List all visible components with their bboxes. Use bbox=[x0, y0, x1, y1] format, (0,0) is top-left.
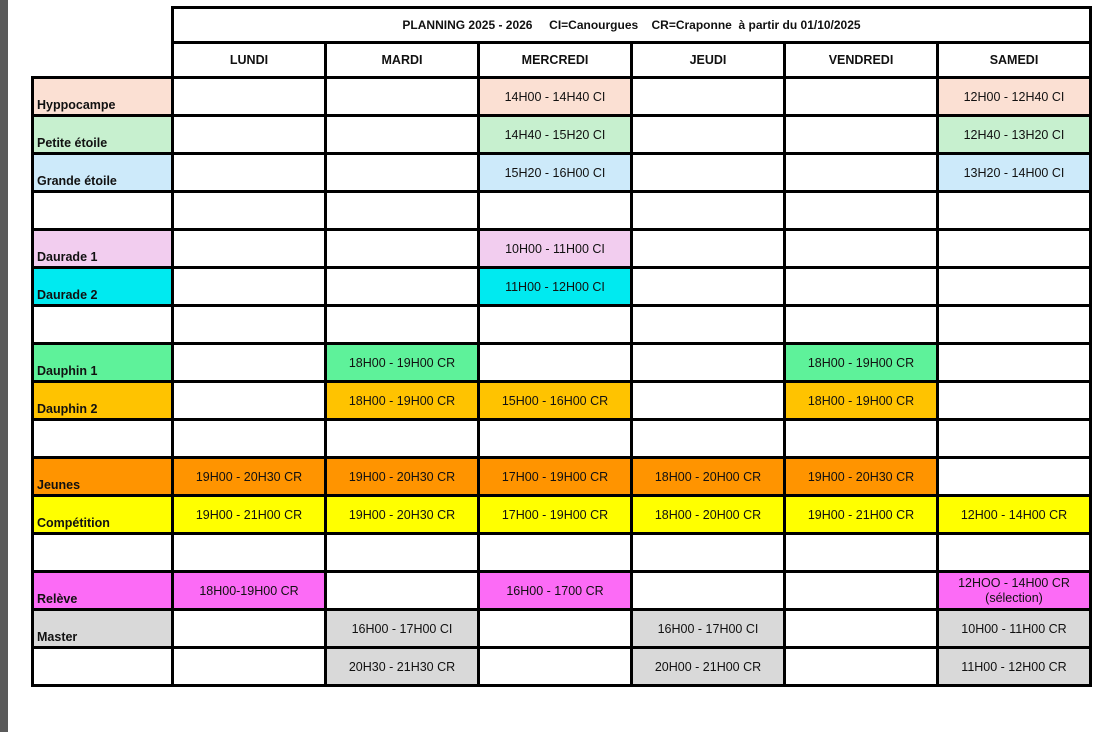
time-slot-cell bbox=[632, 116, 785, 154]
time-slot-cell bbox=[173, 154, 326, 192]
time-slot-cell: 20H30 - 21H30 CR bbox=[326, 648, 479, 686]
group-label bbox=[33, 306, 173, 344]
time-slot-cell bbox=[173, 192, 326, 230]
schedule-row bbox=[33, 116, 1091, 154]
time-slot-cell: 16H00 - 17H00 CI bbox=[632, 610, 785, 648]
time-slot-cell bbox=[326, 420, 479, 458]
schedule-row bbox=[33, 610, 1091, 648]
time-slot-cell bbox=[938, 192, 1091, 230]
time-slot-cell: 15H20 - 16H00 CI bbox=[479, 154, 632, 192]
time-slot-cell bbox=[326, 116, 479, 154]
time-slot-cell bbox=[173, 230, 326, 268]
schedule-row bbox=[33, 306, 1091, 344]
time-slot-cell bbox=[632, 154, 785, 192]
time-slot-cell: 18H00 - 19H00 CR bbox=[326, 344, 479, 382]
time-slot-cell: 11H00 - 12H00 CI bbox=[479, 268, 632, 306]
group-label: Daurade 1 bbox=[33, 230, 173, 268]
time-slot-cell bbox=[632, 534, 785, 572]
schedule-row bbox=[33, 496, 1091, 534]
schedule-row bbox=[33, 78, 1091, 116]
time-slot-cell bbox=[938, 420, 1091, 458]
time-slot-cell: 10H00 - 11H00 CI bbox=[479, 230, 632, 268]
time-slot-cell bbox=[173, 610, 326, 648]
time-slot-cell bbox=[938, 268, 1091, 306]
time-slot-cell bbox=[326, 78, 479, 116]
group-label bbox=[33, 648, 173, 686]
schedule-table bbox=[31, 6, 1092, 687]
schedule-row bbox=[33, 192, 1091, 230]
schedule-row bbox=[33, 420, 1091, 458]
time-slot-cell bbox=[785, 192, 938, 230]
time-slot-cell bbox=[173, 116, 326, 154]
time-slot-cell bbox=[785, 610, 938, 648]
time-slot-text: 12HOO - 14H00 CR bbox=[958, 575, 1070, 590]
group-label bbox=[33, 192, 173, 230]
time-slot-cell bbox=[632, 306, 785, 344]
time-slot-cell bbox=[632, 420, 785, 458]
time-slot-cell bbox=[785, 268, 938, 306]
schedule-row bbox=[33, 230, 1091, 268]
time-slot-cell bbox=[632, 382, 785, 420]
time-slot-cell bbox=[173, 78, 326, 116]
time-slot-cell bbox=[479, 306, 632, 344]
window-left-edge bbox=[0, 0, 8, 732]
day-header-vendredi: VENDREDI bbox=[785, 43, 938, 78]
group-label: Hyppocampe bbox=[33, 78, 173, 116]
time-slot-cell: 14H40 - 15H20 CI bbox=[479, 116, 632, 154]
group-label bbox=[33, 420, 173, 458]
corner-empty bbox=[33, 43, 173, 78]
time-slot-cell: 18H00 - 20H00 CR bbox=[632, 496, 785, 534]
time-slot-cell bbox=[173, 382, 326, 420]
time-slot-cell: 20H00 - 21H00 CR bbox=[632, 648, 785, 686]
time-slot-cell: 19H00 - 20H30 CR bbox=[173, 458, 326, 496]
time-slot-cell bbox=[938, 572, 1091, 610]
group-label: Dauphin 1 bbox=[33, 344, 173, 382]
group-label: Relève bbox=[33, 572, 173, 610]
time-slot-cell: 18H00 - 20H00 CR bbox=[632, 458, 785, 496]
group-label bbox=[33, 534, 173, 572]
schedule-row bbox=[33, 154, 1091, 192]
time-slot-cell bbox=[632, 78, 785, 116]
time-slot-cell bbox=[785, 534, 938, 572]
time-slot-cell bbox=[479, 534, 632, 572]
time-slot-cell bbox=[785, 116, 938, 154]
group-label: Master bbox=[33, 610, 173, 648]
time-slot-cell bbox=[479, 344, 632, 382]
time-slot-cell bbox=[938, 230, 1091, 268]
time-slot-cell bbox=[938, 534, 1091, 572]
time-slot-cell bbox=[632, 230, 785, 268]
time-slot-note: (sélection) bbox=[985, 590, 1043, 605]
time-slot-cell: 13H20 - 14H00 CI bbox=[938, 154, 1091, 192]
corner-empty bbox=[33, 8, 173, 43]
time-slot-cell bbox=[173, 420, 326, 458]
group-label: Jeunes bbox=[33, 458, 173, 496]
schedule-row bbox=[33, 382, 1091, 420]
time-slot-cell bbox=[173, 306, 326, 344]
time-slot-cell bbox=[938, 306, 1091, 344]
time-slot-cell: 18H00 - 19H00 CR bbox=[785, 382, 938, 420]
time-slot-cell bbox=[785, 230, 938, 268]
time-slot-cell bbox=[632, 572, 785, 610]
time-slot-cell: 19H00 - 20H30 CR bbox=[326, 496, 479, 534]
day-header-jeudi: JEUDI bbox=[632, 43, 785, 78]
time-slot-cell bbox=[938, 344, 1091, 382]
time-slot-cell bbox=[326, 534, 479, 572]
schedule-row bbox=[33, 648, 1091, 686]
planning-title: PLANNING 2025 - 2026 CI=Canourgues CR=Craponne à partir du 01/10/2025 bbox=[173, 8, 1091, 43]
time-slot-cell: 18H00 - 19H00 CR bbox=[785, 344, 938, 382]
time-slot-cell bbox=[785, 78, 938, 116]
group-label: Grande étoile bbox=[33, 154, 173, 192]
time-slot-cell bbox=[479, 192, 632, 230]
time-slot-cell bbox=[479, 420, 632, 458]
time-slot-cell bbox=[173, 648, 326, 686]
time-slot-cell bbox=[938, 382, 1091, 420]
schedule-row bbox=[33, 344, 1091, 382]
time-slot-cell bbox=[326, 268, 479, 306]
time-slot-cell: 16H00 - 17H00 CI bbox=[326, 610, 479, 648]
time-slot-cell bbox=[326, 306, 479, 344]
schedule-row bbox=[33, 268, 1091, 306]
time-slot-cell bbox=[632, 268, 785, 306]
time-slot-cell bbox=[173, 534, 326, 572]
time-slot-cell bbox=[632, 192, 785, 230]
group-label: Petite étoile bbox=[33, 116, 173, 154]
time-slot-cell bbox=[326, 192, 479, 230]
time-slot-cell bbox=[173, 344, 326, 382]
time-slot-cell bbox=[326, 230, 479, 268]
group-label: Daurade 2 bbox=[33, 268, 173, 306]
time-slot-cell: 18H00-19H00 CR bbox=[173, 572, 326, 610]
time-slot-cell: 19H00 - 21H00 CR bbox=[785, 496, 938, 534]
time-slot-cell: 19H00 - 20H30 CR bbox=[785, 458, 938, 496]
time-slot-cell: 18H00 - 19H00 CR bbox=[326, 382, 479, 420]
time-slot-cell bbox=[785, 648, 938, 686]
time-slot-cell bbox=[785, 154, 938, 192]
time-slot-cell bbox=[785, 306, 938, 344]
time-slot-cell bbox=[326, 154, 479, 192]
time-slot-cell bbox=[173, 268, 326, 306]
time-slot-cell bbox=[479, 648, 632, 686]
time-slot-cell: 19H00 - 20H30 CR bbox=[326, 458, 479, 496]
day-header-lundi: LUNDI bbox=[173, 43, 326, 78]
schedule-row bbox=[33, 458, 1091, 496]
time-slot-cell: 14H00 - 14H40 CI bbox=[479, 78, 632, 116]
time-slot-cell: 11H00 - 12H00 CR bbox=[938, 648, 1091, 686]
schedule-row bbox=[33, 534, 1091, 572]
time-slot-cell: 17H00 - 19H00 CR bbox=[479, 458, 632, 496]
day-header-mardi: MARDI bbox=[326, 43, 479, 78]
time-slot-cell: 10H00 - 11H00 CR bbox=[938, 610, 1091, 648]
group-label: Dauphin 2 bbox=[33, 382, 173, 420]
time-slot-cell: 19H00 - 21H00 CR bbox=[173, 496, 326, 534]
day-header-samedi: SAMEDI bbox=[938, 43, 1091, 78]
time-slot-cell: 12H00 - 12H40 CI bbox=[938, 78, 1091, 116]
time-slot-cell: 12H00 - 14H00 CR bbox=[938, 496, 1091, 534]
time-slot-cell bbox=[785, 572, 938, 610]
time-slot-cell bbox=[326, 572, 479, 610]
group-label: Compétition bbox=[33, 496, 173, 534]
time-slot-cell bbox=[479, 610, 632, 648]
day-header-mercredi: MERCREDI bbox=[479, 43, 632, 78]
time-slot-cell: 12H40 - 13H20 CI bbox=[938, 116, 1091, 154]
schedule-row bbox=[33, 572, 1091, 610]
time-slot-cell: 16H00 - 1700 CR bbox=[479, 572, 632, 610]
time-slot-cell bbox=[632, 344, 785, 382]
time-slot-cell bbox=[938, 458, 1091, 496]
time-slot-cell bbox=[785, 420, 938, 458]
time-slot-cell: 17H00 - 19H00 CR bbox=[479, 496, 632, 534]
time-slot-cell: 15H00 - 16H00 CR bbox=[479, 382, 632, 420]
